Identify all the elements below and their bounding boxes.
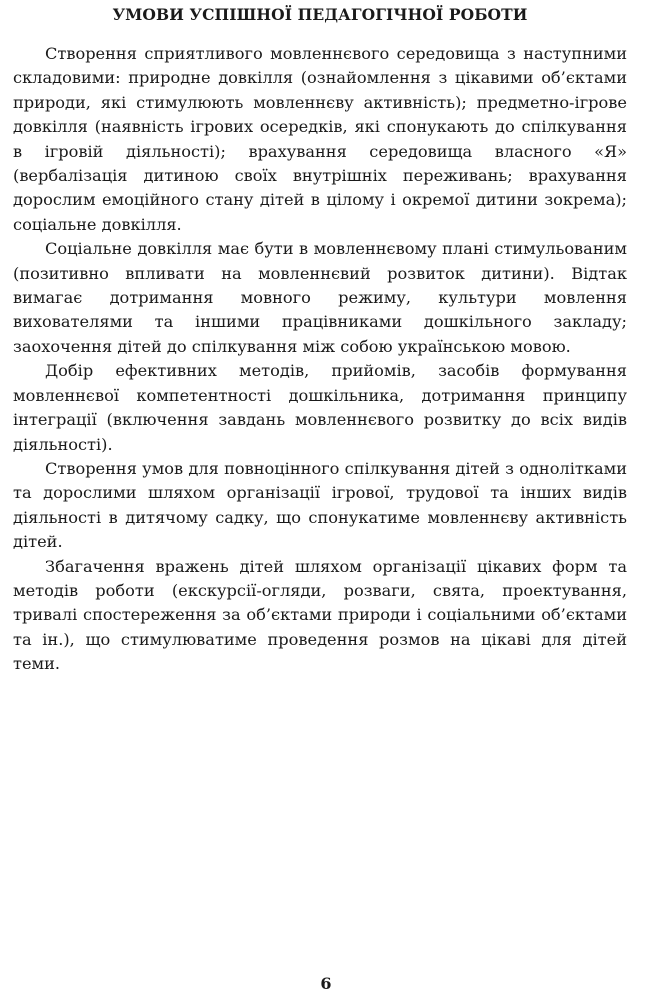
section-title: УМОВИ УСПІШНОЇ ПЕДАГОГІЧНОЇ РОБОТИ: [112, 5, 528, 24]
paragraph-5: Збагачення вражень дітей шляхом організації цікавих форм та методів роботи (екскурсії-огляди, розваги, свята, проектування, тривалі спостереження за об’єктами природи і соціальними об’єктами та ін.), що стимулюватиме проведення розмов на цікаві для дітей теми.: [13, 556, 627, 674]
paragraph-4: Створення умов для повноцінного спілкування дітей з однолітками та дорослими шляхом організації ігрової, трудової та інших видів діяльності в дитячому садку, що спонукатиме мовленнєву активність дітей.: [13, 458, 627, 552]
paragraph-1: Створення сприятливого мовленнєвого середовища з наступними складовими: природне довкілля (ознайомлення з цікавими об’єктами природи, які стимулюють мовленнєву активність); предметно-ігрове довкілля (наявність ігрових осередків, які спонукають до спілкування в ігровій діяльності); врахування середовища власного «Я» (вербалізація дитиною своїх внутрішніх переживань; врахування дорослим емоційного стану дітей в цілому і окремої дитини зокрема); соціальне довкілля.: [13, 44, 627, 234]
paragraph-3: Добір ефективних методів, прийомів, засобів формування мовленнєвої компетентності дошкільника, дотримання принципу інтеграції (включення завдань мовленнєвого розвитку до всіх видів діяльності).: [13, 361, 627, 454]
document-page: [13, 0, 627, 677]
body-text: [13, 42, 627, 677]
paragraph-2: Соціальне довкілля має бути в мовленнєвому плані стимульованим (позитивно впливати на мовленнєвий розвиток дитини). Відтак вимагає дотримання мовного режиму, культури мовлення вихователями та іншими працівниками дошкільного закладу; заохочення дітей до спілкування між собою українською мовою.: [13, 239, 627, 356]
page-number: 6: [320, 974, 332, 993]
